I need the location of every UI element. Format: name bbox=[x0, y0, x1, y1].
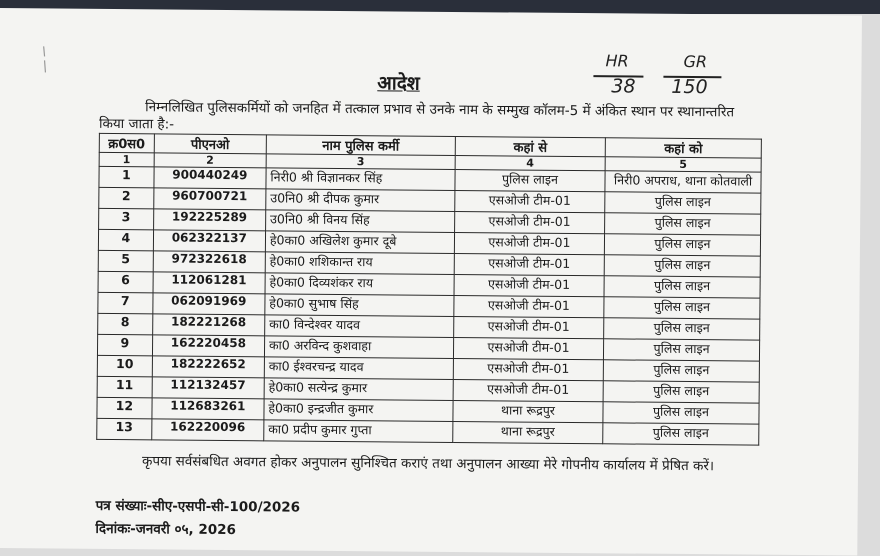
row-to: पुलिस लाइन bbox=[603, 339, 759, 361]
row-to: पुलिस लाइन bbox=[603, 423, 759, 445]
row-serial: 2 bbox=[99, 187, 154, 208]
row-name: उ0नि0 श्री दीपक कुमार bbox=[266, 189, 455, 212]
handwritten-top-right: GR bbox=[683, 51, 708, 72]
row-serial: 7 bbox=[98, 292, 153, 313]
row-from: एसओजी टीम-01 bbox=[454, 232, 604, 254]
row-from: थाना रूद्रपुर bbox=[453, 400, 603, 422]
row-pno: 900440249 bbox=[154, 167, 266, 189]
row-serial: 9 bbox=[97, 334, 152, 355]
row-name: हे0का0 सुभाष सिंह bbox=[265, 294, 454, 317]
header-pno: पीएनओ bbox=[154, 134, 266, 154]
row-serial: 10 bbox=[97, 355, 152, 376]
row-pno: 192225289 bbox=[153, 209, 265, 231]
row-serial: 1 bbox=[99, 166, 154, 187]
row-pno: 182221268 bbox=[152, 314, 264, 336]
row-name: का0 अरविन्द कुशवाहा bbox=[264, 336, 453, 359]
row-from: पुलिस लाइन bbox=[455, 169, 605, 191]
handwritten-bottom-left: 38 bbox=[611, 75, 636, 98]
letter-date: दिनांकः-जनवरी ०५, 2026 bbox=[95, 520, 237, 539]
row-name: हे0का0 सत्येन्द्र कुमार bbox=[264, 378, 453, 401]
header-from: कहां से bbox=[455, 136, 605, 156]
header-name: नाम पुलिस कर्मी bbox=[266, 135, 455, 156]
intro-paragraph: निम्नलिखित पुलिसकर्मियों को जनहित में तत्काल प्रभाव से उनके नाम के सम्मुख कॉलम-5 में अंकित स्थान पर स्थानान्तरित किया जाता है:- bbox=[98, 99, 735, 133]
row-to: पुलिस लाइन bbox=[604, 234, 760, 256]
order-title: आदेश bbox=[377, 72, 420, 95]
row-to: पुलिस लाइन bbox=[604, 318, 760, 340]
row-pno: 162220096 bbox=[151, 419, 263, 441]
table-row bbox=[97, 418, 759, 445]
transfer-table bbox=[96, 133, 762, 446]
column-number: 3 bbox=[266, 154, 455, 170]
row-pno: 112132457 bbox=[152, 377, 264, 399]
row-name: का0 ईश्वरचन्द्र यादव bbox=[264, 357, 453, 380]
handwritten-bottom-right: 150 bbox=[671, 75, 708, 99]
header-to: कहां को bbox=[605, 138, 761, 158]
column-number: 4 bbox=[455, 155, 605, 170]
column-number: 5 bbox=[605, 157, 761, 172]
paper-mark-icon bbox=[39, 44, 49, 74]
row-serial: 3 bbox=[99, 208, 154, 229]
row-from: एसओजी टीम-01 bbox=[454, 274, 604, 296]
row-to: पुलिस लाइन bbox=[604, 255, 760, 277]
row-from: एसओजी टीम-01 bbox=[454, 253, 604, 275]
row-name: हे0का0 शशिकान्त राय bbox=[265, 252, 454, 275]
row-to: निरी0 अपराध, थाना कोतवाली bbox=[605, 171, 761, 193]
row-serial: 5 bbox=[98, 250, 153, 271]
row-serial: 8 bbox=[98, 313, 153, 334]
row-name: हे0का0 दिव्यशंकर राय bbox=[265, 273, 454, 296]
row-pno: 182222652 bbox=[152, 356, 264, 378]
row-to: पुलिस लाइन bbox=[604, 297, 760, 319]
row-to: पुलिस लाइन bbox=[605, 213, 761, 235]
row-to: पुलिस लाइन bbox=[605, 192, 761, 214]
row-name: हे0का0 अखिलेश कुमार दूबे bbox=[265, 231, 454, 254]
footer-note: कृपया सर्वसंबधित अवगत होकर अनुपालन सुनिश्चित कराएं तथा अनुपालन आख्या मेरे गोपनीय कार्यालय में प्रेषित करें। bbox=[141, 453, 715, 475]
row-serial: 4 bbox=[98, 229, 153, 250]
row-from: एसओजी टीम-01 bbox=[453, 379, 603, 401]
row-pno: 112061281 bbox=[153, 272, 265, 294]
row-to: पुलिस लाइन bbox=[604, 276, 760, 298]
row-pno: 972322618 bbox=[153, 251, 265, 273]
row-to: पुलिस लाइन bbox=[603, 381, 759, 403]
letter-number: पत्र संख्याः-सीए-एसपी-सी-100/2026 bbox=[95, 497, 301, 516]
row-from: थाना रूद्रपुर bbox=[453, 421, 603, 443]
row-from: एसओजी टीम-01 bbox=[454, 316, 604, 338]
row-name: हे0का0 इन्द्रजीत कुमार bbox=[264, 399, 453, 422]
row-name: उ0नि0 श्री विनय सिंह bbox=[265, 210, 454, 233]
row-pno: 112683261 bbox=[152, 398, 264, 420]
row-from: एसओजी टीम-01 bbox=[453, 337, 603, 359]
column-number: 1 bbox=[99, 152, 154, 166]
header-serial: क्र0स0 bbox=[99, 133, 154, 152]
row-serial: 6 bbox=[98, 271, 153, 292]
row-serial: 12 bbox=[97, 397, 152, 418]
row-pno: 960700721 bbox=[153, 188, 265, 210]
row-serial: 13 bbox=[97, 418, 152, 439]
row-from: एसओजी टीम-01 bbox=[455, 211, 605, 233]
row-name: निरी0 श्री विज्ञानकर सिंह bbox=[266, 168, 455, 191]
row-name: का0 विन्देश्वर यादव bbox=[265, 315, 454, 338]
row-from: एसओजी टीम-01 bbox=[453, 358, 603, 380]
document-page bbox=[0, 8, 862, 556]
handwritten-top-left: HR bbox=[605, 51, 629, 71]
row-pno: 162220458 bbox=[152, 335, 264, 357]
row-to: पुलिस लाइन bbox=[603, 402, 759, 424]
row-to: पुलिस लाइन bbox=[603, 360, 759, 382]
row-pno: 062091969 bbox=[153, 293, 265, 315]
row-from: एसओजी टीम-01 bbox=[454, 295, 604, 317]
row-serial: 11 bbox=[97, 376, 152, 397]
row-name: का0 प्रदीप कुमार गुप्ता bbox=[264, 420, 453, 443]
row-pno: 062322137 bbox=[153, 230, 265, 252]
column-number: 2 bbox=[154, 153, 266, 168]
row-from: एसओजी टीम-01 bbox=[455, 190, 605, 212]
